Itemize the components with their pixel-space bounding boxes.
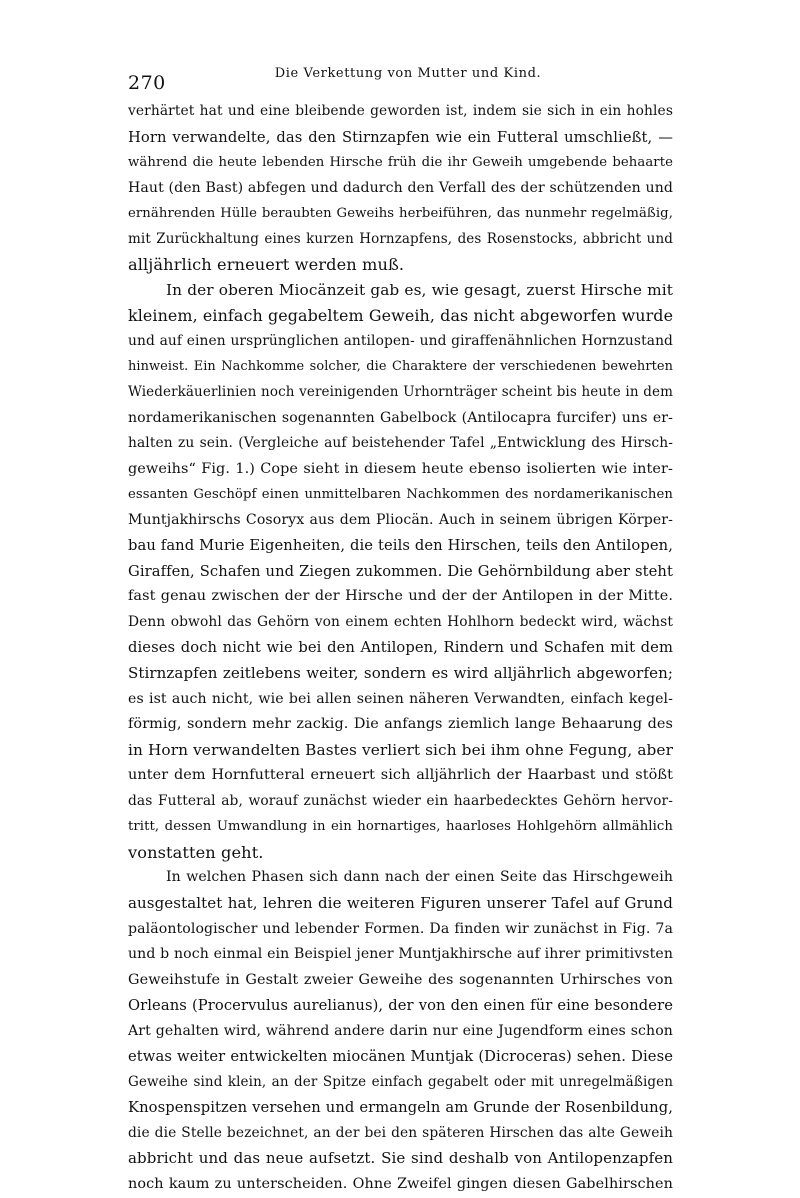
text-line: Art gehalten wird, während andere darin nur eine Jugendform eines schon [128, 1022, 673, 1039]
paragraph-1 [128, 99, 673, 278]
text-line: Haut (den Bast) abfegen und dadurch den Verfall des der schützenden und [128, 179, 673, 196]
text-line: ausgestaltet hat, lehren die weiteren Figuren unserer Tafel auf Grund [128, 893, 673, 912]
text-line: während die heute lebenden Hirsche früh die ihr Geweih umgebende behaarte [128, 155, 673, 171]
text-line: Muntjakhirschs Cosoryx aus dem Pliocän. Auch in seinem übrigen Körper- [128, 511, 673, 528]
text-line: förmig, sondern mehr zackig. Die anfangs ziemlich lange Behaarung des [128, 716, 673, 733]
text-line: noch kaum zu unterscheiden. Ohne Zweifel gingen diesen Gabelhirschen [128, 1175, 673, 1192]
text-line: Wiederkäuerlinien noch vereinigenden Urhornträger scheint bis heute in dem [128, 384, 673, 401]
text-line: alljährlich erneuert werden muß. [128, 255, 405, 275]
text-line: Horn verwandelte, das den Stirnzapfen wie ein Futteral umschließt, — [128, 128, 673, 146]
text-line: tritt, dessen Umwandlung in ein hornartiges, haarloses Hohlgehörn allmählich [128, 819, 673, 835]
body-text [128, 99, 673, 1198]
text-line: unter dem Hornfutteral erneuert sich alljährlich der Haarbast und stößt [128, 767, 673, 784]
text-line: paläontologischer und lebender Formen. Da finden wir zunächst in Fig. 7a [128, 920, 673, 937]
text-line: in Horn verwandelten Bastes verliert sich bei ihm ohne Fegung, aber [128, 740, 673, 759]
page-number: 270 [128, 72, 166, 94]
text-line: Orleans (Procervulus aurelianus), der von den einen für eine besondere [128, 997, 673, 1015]
text-line: In der oberen Miocänzeit gab es, wie gesagt, zuerst Hirsche mit [166, 280, 673, 299]
text-line: geweihs“ Fig. 1.) Cope sieht in diesem heute ebenso isolierten wie inter- [128, 460, 673, 477]
text-line: mit Zurückhaltung eines kurzen Hornzapfens, des Rosenstocks, abbricht und [128, 230, 673, 247]
text-line: Giraffen, Schafen und Ziegen zukommen. Die Gehörnbildung aber steht [128, 562, 673, 580]
text-line: Geweihstufe in Gestalt zweier Geweihe des sogenannten Urhirsches von [128, 971, 673, 988]
text-line: und b noch einmal ein Beispiel jener Muntjakhirsche auf ihrer primitivsten [128, 946, 673, 963]
running-head [128, 58, 688, 94]
text-line: Denn obwohl das Gehörn von einem echten Hohlhorn bedeckt wird, wächst [128, 613, 673, 630]
text-line: und auf einen ursprünglichen antilopen- und giraffenähnlichen Hornzustand [128, 332, 673, 349]
text-line: verhärtet hat und eine bleibende geworden ist, indem sie sich in ein hohles [128, 103, 673, 119]
paragraph-2 [128, 278, 673, 866]
text-line: abbricht und das neue aufsetzt. Sie sind deshalb von Antilopenzapfen [128, 1149, 673, 1168]
text-line: es ist auch nicht, wie bei allen seinen näheren Verwandten, einfach kegel- [128, 690, 673, 707]
text-line: etwas weiter entwickelten miocänen Muntjak (Dicroceras) sehen. Diese [128, 1048, 673, 1066]
text-line: hinweist. Ein Nachkomme solcher, die Charaktere der verschiedenen bewehrten [128, 359, 673, 375]
text-line: das Futteral ab, worauf zunächst wieder ein haarbedecktes Gehörn hervor- [128, 792, 673, 809]
text-line: essanten Geschöpf einen unmittelbaren Nachkommen des nordamerikanischen [128, 487, 673, 503]
text-line: dieses doch nicht wie bei den Antilopen, Rindern und Schafen mit dem [128, 639, 673, 657]
text-line: fast genau zwischen der der Hirsche und der der Antilopen in der Mitte. [128, 588, 673, 605]
text-line: die die Stelle bezeichnet, an der bei den späteren Hirschen das alte Geweih [128, 1124, 673, 1141]
text-line: ernährenden Hülle beraubten Geweihs herbeiführen, das nunmehr regelmäßig, [128, 206, 673, 222]
text-line: In welchen Phasen sich dann nach der einen Seite das Hirschgeweih [166, 869, 673, 886]
text-line: Knospenspitzen versehen und ermangeln am Grunde der Rosenbildung, [128, 1099, 673, 1117]
text-line: halten zu sein. (Vergleiche auf beistehender Tafel „Entwicklung des Hirsch- [128, 435, 673, 452]
text-line: nordamerikanischen sogenannten Gabelbock (Antilocapra furcifer) uns er- [128, 409, 673, 426]
text-line: Geweihe sind klein, an der Spitze einfach gegabelt oder mit unregelmäßigen [128, 1073, 673, 1090]
text-line: kleinem, einfach gegabeltem Geweih, das nicht abgeworfen wurde [128, 306, 674, 326]
paragraph-3 [128, 865, 673, 1197]
text-line: vonstatten geht. [128, 842, 264, 862]
text-line: Stirnzapfen zeitlebens weiter, sondern es wird alljährlich abgeworfen; [128, 664, 673, 683]
text-line: bau fand Murie Eigenheiten, die teils den Hirschen, teils den Antilopen, [128, 537, 673, 555]
running-title: Die Verkettung von Mutter und Kind. [274, 66, 542, 81]
